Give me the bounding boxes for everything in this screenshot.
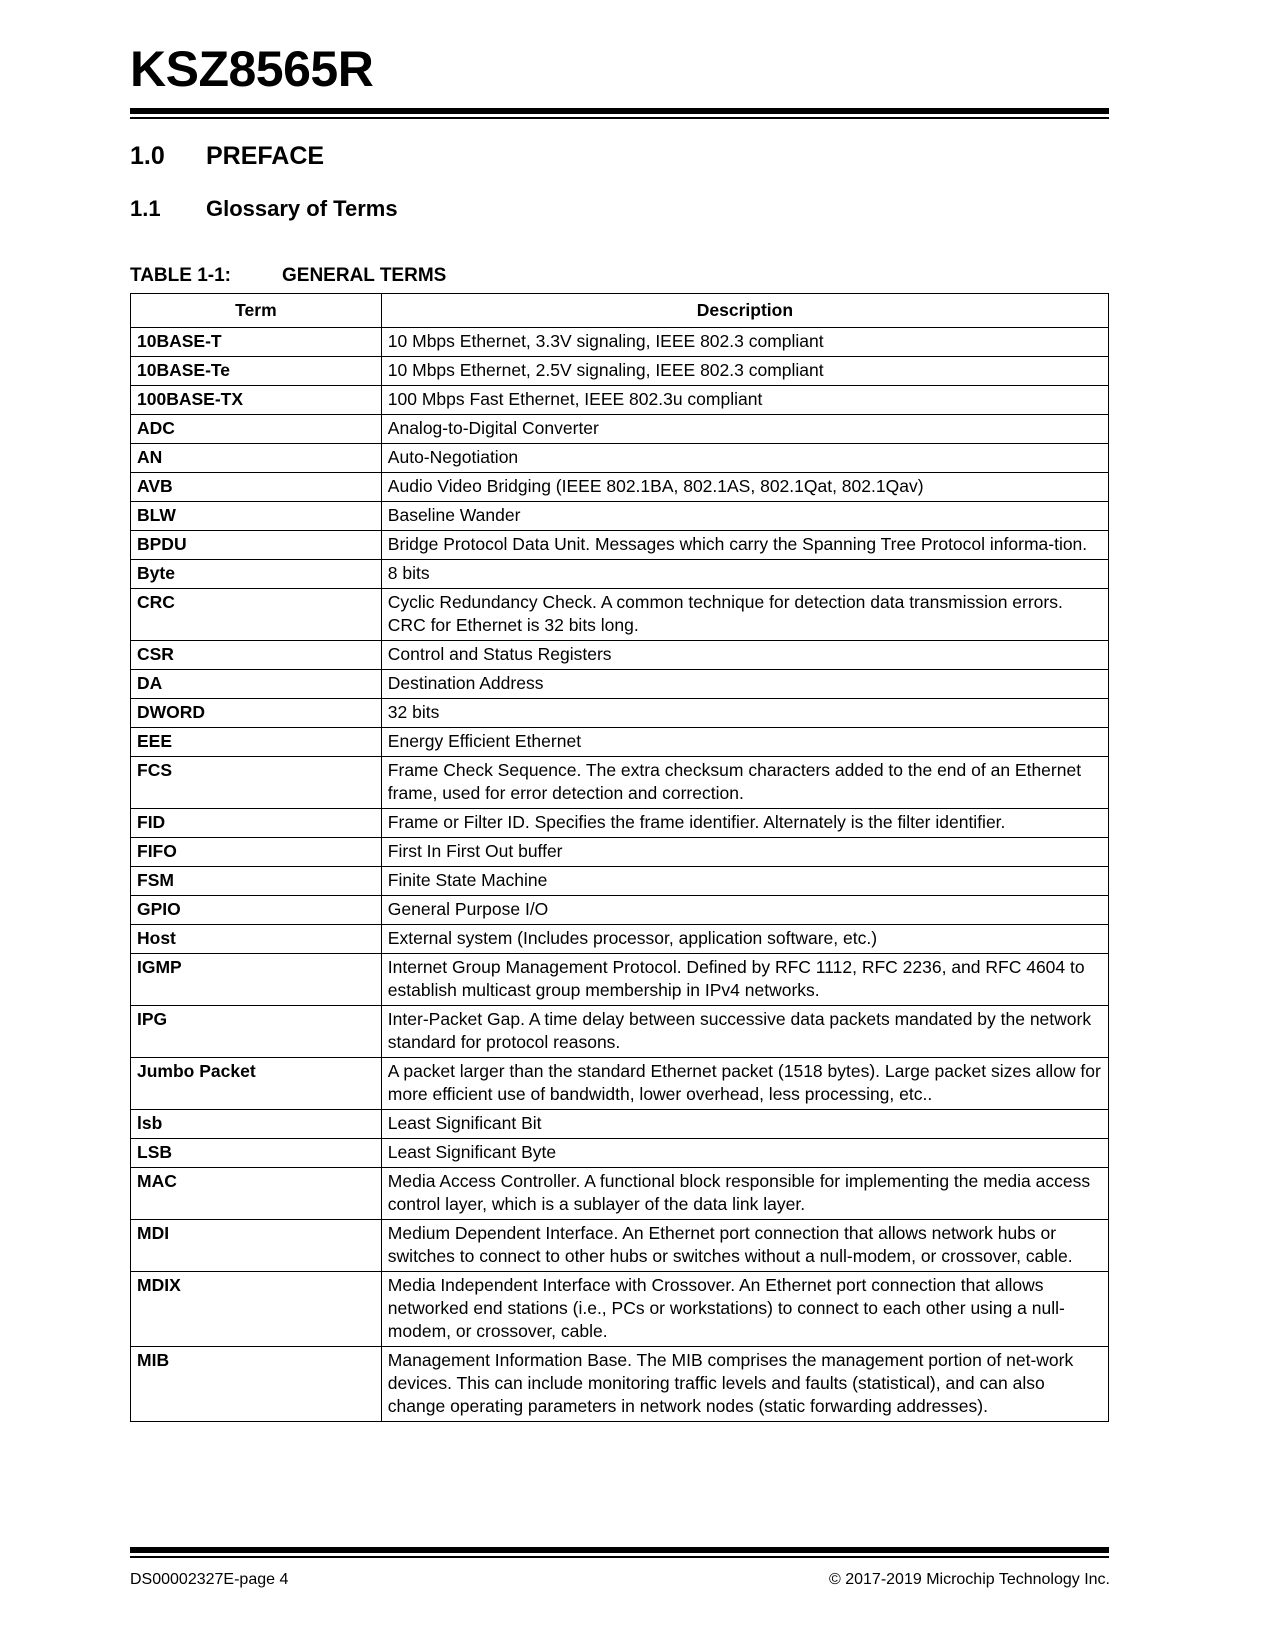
term-cell: Host (131, 925, 382, 954)
table-row (131, 1347, 1109, 1422)
subsection-heading (130, 198, 398, 220)
table-row (131, 1168, 1109, 1220)
term-cell: EEE (131, 728, 382, 757)
description-cell: Control and Status Registers (381, 641, 1108, 670)
description-cell: A packet larger than the standard Ethernet packet (1518 bytes). Large packet sizes allow for more efficient use of bandwidth, lower overhead, less processing, etc.. (381, 1058, 1108, 1110)
term-cell: Byte (131, 560, 382, 589)
description-cell: Baseline Wander (381, 502, 1108, 531)
subsection-title: Glossary of Terms (206, 196, 398, 221)
table-row (131, 1272, 1109, 1347)
term-cell: 100BASE-TX (131, 386, 382, 415)
table-row (131, 809, 1109, 838)
table-row (131, 1220, 1109, 1272)
term-cell: LSB (131, 1139, 382, 1168)
description-cell: External system (Includes processor, application software, etc.) (381, 925, 1108, 954)
footer-rule-thick (130, 1547, 1109, 1553)
term-cell: GPIO (131, 896, 382, 925)
description-cell: Medium Dependent Interface. An Ethernet port connection that allows network hubs or switches to connect to other hubs or switches without a null-modem, or crossover, cable. (381, 1220, 1108, 1272)
table-row (131, 444, 1109, 473)
section-title: PREFACE (206, 142, 325, 170)
description-cell: Least Significant Bit (381, 1110, 1108, 1139)
section-heading (130, 144, 324, 169)
term-cell: lsb (131, 1110, 382, 1139)
description-cell: Least Significant Byte (381, 1139, 1108, 1168)
footer-rule-thin (130, 1556, 1109, 1558)
term-cell: FIFO (131, 838, 382, 867)
footer-copyright: © 2017-2019 Microchip Technology Inc. (829, 1571, 1110, 1588)
table-row (131, 641, 1109, 670)
description-cell: Analog-to-Digital Converter (381, 415, 1108, 444)
description-cell: Audio Video Bridging (IEEE 802.1BA, 802.1AS, 802.1Qat, 802.1Qav) (381, 473, 1108, 502)
section-number: 1.0 (130, 142, 165, 170)
table-row (131, 838, 1109, 867)
table-row (131, 560, 1109, 589)
term-cell: FSM (131, 867, 382, 896)
table-row (131, 757, 1109, 809)
glossary-table (130, 293, 1109, 1422)
header-rule-thin (130, 117, 1109, 119)
term-cell: DWORD (131, 699, 382, 728)
header-rule-thick (130, 108, 1109, 114)
table-body (131, 328, 1109, 1422)
table-row (131, 670, 1109, 699)
term-cell: BLW (131, 502, 382, 531)
table-row (131, 896, 1109, 925)
table-row (131, 728, 1109, 757)
term-cell: BPDU (131, 531, 382, 560)
description-cell: 100 Mbps Fast Ethernet, IEEE 802.3u compliant (381, 386, 1108, 415)
table-caption (130, 266, 446, 285)
column-header-term: Term (131, 294, 382, 328)
term-cell: FID (131, 809, 382, 838)
description-cell: First In First Out buffer (381, 838, 1108, 867)
table-row (131, 1058, 1109, 1110)
description-cell: General Purpose I/O (381, 896, 1108, 925)
term-cell: 10BASE-T (131, 328, 382, 357)
table-row (131, 699, 1109, 728)
description-cell: Management Information Base. The MIB comprises the management portion of net-work devices. This can include monitoring traffic levels and faults (statistical), and can also change operating parameters in network nodes (static forwarding addresses). (381, 1347, 1108, 1422)
term-cell: AN (131, 444, 382, 473)
table-row (131, 357, 1109, 386)
table-row (131, 1006, 1109, 1058)
term-cell: FCS (131, 757, 382, 809)
description-cell: Media Access Controller. A functional block responsible for implementing the media access control layer, which is a sublayer of the data link layer. (381, 1168, 1108, 1220)
table-caption-title: GENERAL TERMS (282, 265, 447, 286)
term-cell: MDI (131, 1220, 382, 1272)
term-cell: Jumbo Packet (131, 1058, 382, 1110)
description-cell: Destination Address (381, 670, 1108, 699)
column-header-description: Description (381, 294, 1108, 328)
term-cell: MAC (131, 1168, 382, 1220)
description-cell: Inter-Packet Gap. A time delay between successive data packets mandated by the network standard for protocol reasons. (381, 1006, 1108, 1058)
subsection-number: 1.1 (130, 196, 161, 221)
table-row (131, 589, 1109, 641)
term-cell: MDIX (131, 1272, 382, 1347)
table-row (131, 925, 1109, 954)
description-cell: Finite State Machine (381, 867, 1108, 896)
description-cell: Frame Check Sequence. The extra checksum characters added to the end of an Ethernet frame, used for error detection and correction. (381, 757, 1108, 809)
term-cell: AVB (131, 473, 382, 502)
table-header-row (131, 294, 1109, 328)
description-cell: Auto-Negotiation (381, 444, 1108, 473)
term-cell: CRC (131, 589, 382, 641)
table-row (131, 328, 1109, 357)
table-row (131, 473, 1109, 502)
footer-doc-id: DS00002327E-page 4 (130, 1571, 289, 1588)
description-cell: Internet Group Management Protocol. Defined by RFC 1112, RFC 2236, and RFC 4604 to establish multicast group membership in IPv4 networks. (381, 954, 1108, 1006)
term-cell: MIB (131, 1347, 382, 1422)
term-cell: 10BASE-Te (131, 357, 382, 386)
description-cell: Bridge Protocol Data Unit. Messages which carry the Spanning Tree Protocol informa-tion. (381, 531, 1108, 560)
description-cell: Media Independent Interface with Crossover. An Ethernet port connection that allows networked end stations (i.e., PCs or workstations) to connect to each other using a null-modem, or crossover, cable. (381, 1272, 1108, 1347)
table-row (131, 1110, 1109, 1139)
description-cell: Frame or Filter ID. Specifies the frame identifier. Alternately is the filter identifier. (381, 809, 1108, 838)
term-cell: IGMP (131, 954, 382, 1006)
table-caption-number: TABLE 1-1: (130, 265, 231, 286)
table-row (131, 1139, 1109, 1168)
table-row (131, 386, 1109, 415)
document-title: KSZ8565R (130, 41, 374, 97)
table-row (131, 531, 1109, 560)
description-cell: 8 bits (381, 560, 1108, 589)
description-cell: Cyclic Redundancy Check. A common technique for detection data transmission errors. CRC for Ethernet is 32 bits long. (381, 589, 1108, 641)
description-cell: 10 Mbps Ethernet, 3.3V signaling, IEEE 802.3 compliant (381, 328, 1108, 357)
term-cell: CSR (131, 641, 382, 670)
table-row (131, 867, 1109, 896)
description-cell: 10 Mbps Ethernet, 2.5V signaling, IEEE 802.3 compliant (381, 357, 1108, 386)
description-cell: Energy Efficient Ethernet (381, 728, 1108, 757)
table-row (131, 954, 1109, 1006)
description-cell: 32 bits (381, 699, 1108, 728)
term-cell: ADC (131, 415, 382, 444)
term-cell: IPG (131, 1006, 382, 1058)
table-row (131, 502, 1109, 531)
table-row (131, 415, 1109, 444)
term-cell: DA (131, 670, 382, 699)
